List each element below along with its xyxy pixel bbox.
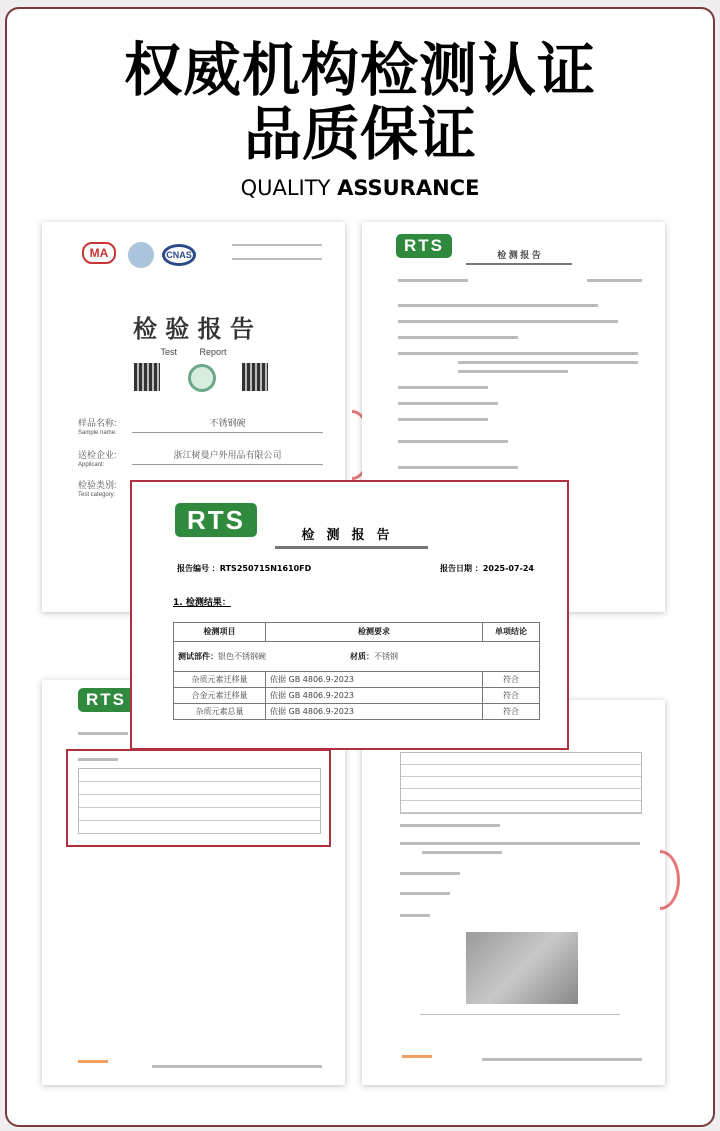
sample-name-label: 样品名称: bbox=[78, 418, 117, 428]
tagline-light: QUALITY bbox=[240, 176, 338, 200]
elements-table-thumb bbox=[400, 752, 642, 814]
report-title-en: Test Report bbox=[160, 347, 227, 357]
requirement-cell: 依据 GB 4806.9-2023 bbox=[266, 672, 483, 688]
column-header: 单项结论 bbox=[483, 623, 540, 642]
results-table bbox=[173, 622, 540, 720]
result-cell: 符合 bbox=[483, 704, 540, 720]
table-row bbox=[174, 672, 540, 688]
requirement-cell: 依据 GB 4806.9-2023 bbox=[266, 688, 483, 704]
part-label: 测试部件： bbox=[178, 651, 218, 661]
report-number-value: RTS250715N1610FD bbox=[219, 564, 312, 573]
rts-report-page3 bbox=[362, 700, 665, 1085]
item-cell: 合金元素迁移量 bbox=[174, 688, 266, 704]
highlight-box bbox=[66, 749, 331, 847]
material-value: 不锈钢 bbox=[374, 651, 398, 661]
report-number bbox=[177, 564, 311, 574]
report-title: 检测报告 bbox=[275, 528, 428, 549]
qr-code bbox=[242, 363, 268, 391]
quality-assurance-tagline bbox=[0, 176, 720, 200]
column-header: 检测要求 bbox=[266, 623, 483, 642]
table-row bbox=[174, 642, 540, 672]
qr-code bbox=[134, 363, 160, 391]
test-part-cell bbox=[174, 642, 540, 672]
rts-logo: RTS bbox=[78, 688, 134, 712]
item-cell: 杂质元素迁移量 bbox=[174, 672, 266, 688]
table-row bbox=[174, 688, 540, 704]
field-label bbox=[78, 450, 117, 469]
material-label: 材质： bbox=[350, 651, 374, 661]
field-label bbox=[78, 480, 117, 499]
requirement-cell: 依据 GB 4806.9-2023 bbox=[266, 704, 483, 720]
sample-photo bbox=[466, 932, 578, 1004]
result-cell: 符合 bbox=[483, 672, 540, 688]
report-title: 检 测 报 告 bbox=[466, 250, 572, 265]
report-date-value: 2025-07-24 bbox=[482, 564, 534, 573]
headline-sub: 品质保证 bbox=[243, 100, 476, 168]
test-part bbox=[178, 652, 350, 662]
table-row bbox=[174, 704, 540, 720]
section-heading: 1. 检测结果： bbox=[173, 598, 231, 608]
category-label-en: Test category: bbox=[78, 492, 116, 498]
rts-logo: RTS bbox=[175, 503, 257, 537]
result-cell: 符合 bbox=[483, 688, 540, 704]
report-date bbox=[440, 564, 534, 574]
table-header bbox=[174, 623, 540, 642]
tagline-bold: ASSURANCE bbox=[337, 176, 480, 200]
sample-name-value: 不锈钢碗 bbox=[132, 418, 323, 433]
report-title: 检 验 报 告 bbox=[132, 314, 255, 343]
column-header: 检测项目 bbox=[174, 623, 266, 642]
cma-logo: MA bbox=[82, 242, 116, 264]
headline: 权威机构检测认证 bbox=[123, 36, 596, 104]
report-number-label: 报告编号 ： bbox=[177, 564, 220, 573]
report-date-label: 报告日期 ： bbox=[440, 564, 483, 573]
sample-name-label-en: Sample name: bbox=[78, 430, 117, 436]
applicant-label-en: Applicant: bbox=[78, 462, 105, 468]
seal-icon bbox=[188, 364, 216, 392]
report-detail-callout bbox=[130, 480, 569, 750]
ilac-logo bbox=[128, 242, 154, 268]
applicant-value: 浙江树曼户外用品有限公司 bbox=[132, 450, 323, 465]
field-label bbox=[78, 418, 117, 437]
applicant-label: 送检企业: bbox=[78, 450, 117, 460]
category-label: 检验类别: bbox=[78, 480, 117, 490]
item-cell: 杂质元素总量 bbox=[174, 704, 266, 720]
material bbox=[350, 652, 398, 662]
rts-logo: RTS bbox=[396, 234, 452, 258]
cnas-logo: CNAS bbox=[162, 244, 196, 266]
part-value: 银色不锈钢碗 bbox=[218, 651, 266, 661]
